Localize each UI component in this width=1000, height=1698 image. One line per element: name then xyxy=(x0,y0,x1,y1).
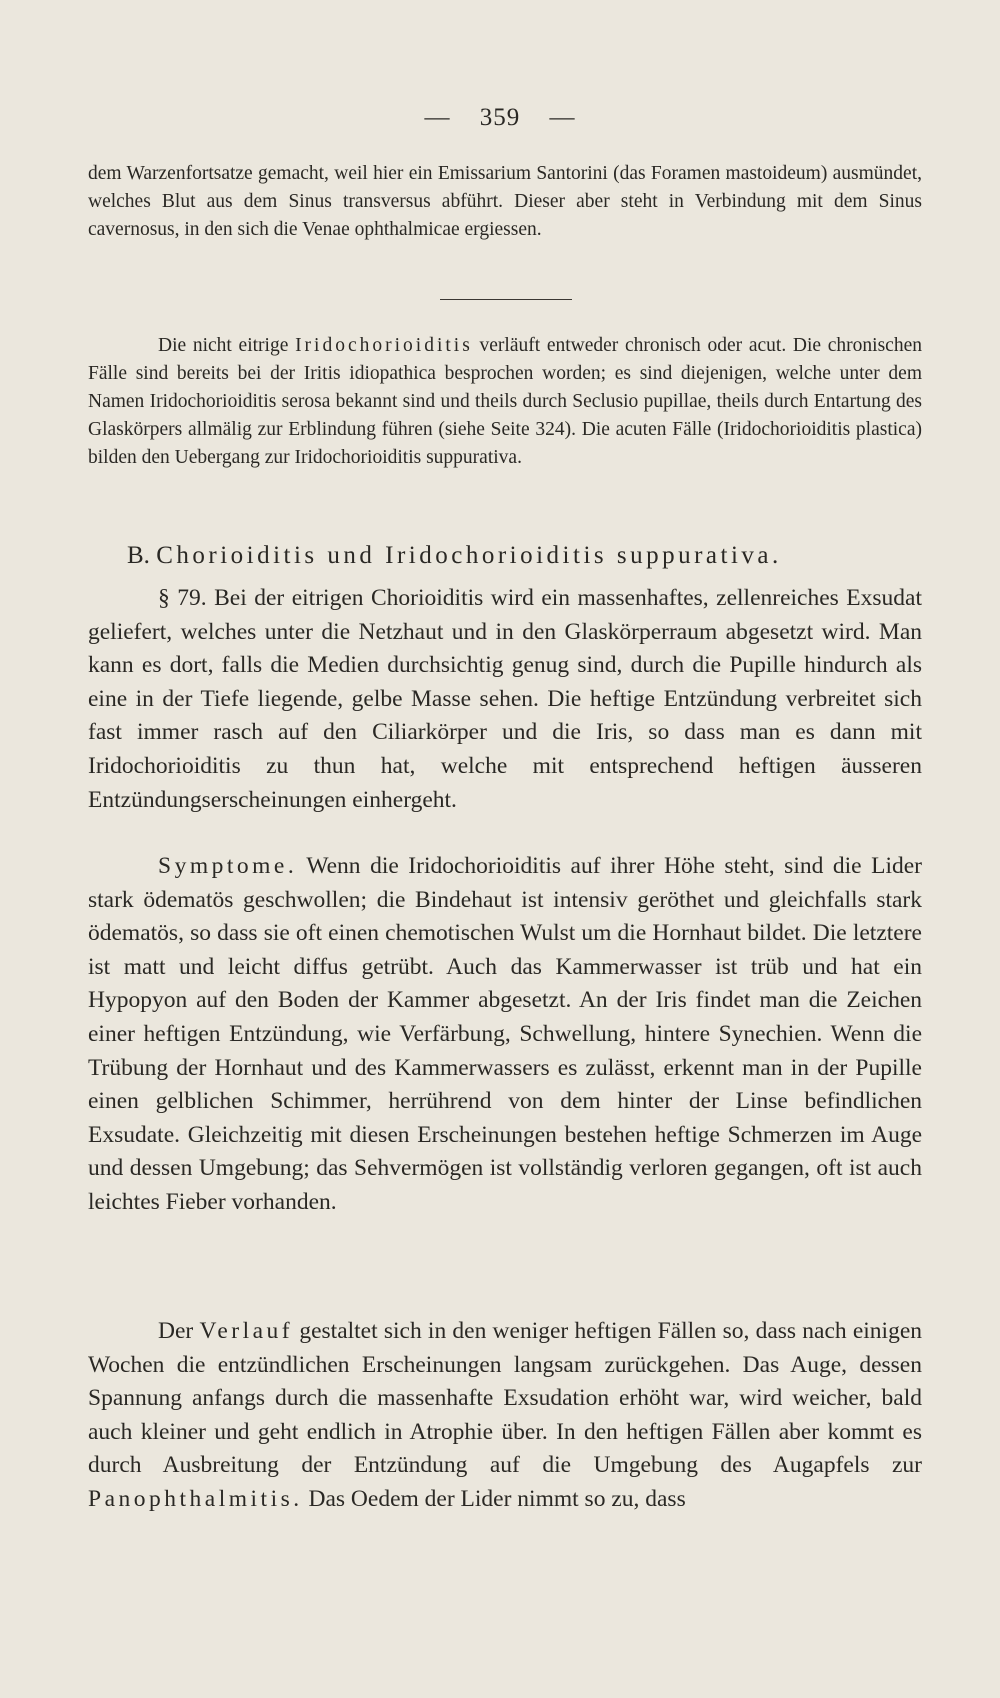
paragraph-text: Der xyxy=(158,1318,200,1344)
header-dash-right: — xyxy=(549,104,576,131)
section-title: Chorioiditis und Iridochorioiditis suppurativa. xyxy=(156,542,782,569)
paragraph-text: gestaltet sich in den weniger heftigen Fällen so, dass nach einigen Wochen die entzündlichen Erscheinungen langsam zurückgehen. Das Auge, dessen Spannung anfangs durch die massenhafte Exsudation erhöht war, wird weicher, bald auch kleiner und geht endlich in Atrophie über. In den heftigen Fällen aber kommt es durch Ausbreitung der Entzündung auf die Umgebung des Augapfels zur xyxy=(88,1318,923,1479)
section-letter: B. xyxy=(127,542,150,569)
emphasized-term: Iridochorioiditis xyxy=(295,335,473,356)
emphasized-term: Symptome. xyxy=(158,853,298,879)
paragraph-section-79 xyxy=(88,582,922,817)
paragraph-text: Die nicht eitrige xyxy=(158,335,296,356)
emphasized-term: Verlauf xyxy=(199,1318,294,1344)
paragraph-verlauf xyxy=(88,1315,922,1517)
paragraph-text: verläuft entweder chronisch oder acut. Die chronischen Fälle sind bereits bei der Iritis idiopathica besprochen worden; es sind diejenigen, welche unter dem Namen Iridochorioiditis serosa bekannt sind und theils durch Seclusio pupillae, theils durch Entartung des Glaskörpers allmälig zur Erblindung führen (siehe Seite 324). Die acuten Fälle (Iridochorioiditis plastica) bilden den Uebergang zur Iridochorioiditis suppurativa. xyxy=(88,335,922,468)
paragraph-symptome xyxy=(88,850,922,1220)
paragraph-continued-text: dem Warzenfortsatze gemacht, weil hier ein Emissarium Santorini (das Foramen mastoideum) ausmündet, welches Blut aus dem Sinus transversus abführt. Dieser aber steht in Verbindung mit dem Sinus cavernosus, in den sich die Venae ophthalmicae ergiessen. xyxy=(88,163,922,240)
page-number: 359 xyxy=(479,104,521,131)
section-marker: § 79. xyxy=(158,585,207,611)
paragraph-continued xyxy=(88,160,922,244)
header-dash-left: — xyxy=(424,104,451,131)
paragraph-text: Das Oedem der Lider nimmt so zu, dass xyxy=(302,1485,686,1512)
page-header xyxy=(0,104,1000,132)
paragraph-text: Bei der eitrigen Chorioiditis wird ein massenhaftes, zellenreiches Exsudat geliefert, welches unter die Netzhaut und in den Glaskörperraum abgesetzt wird. Man kann es dort, falls die Medien durchsichtig genug sind, durch die Pupille hindurch als eine in der Tiefe liegende, gelbe Masse sehen. Die heftige Entzündung verbreitet sich fast immer rasch auf den Ciliarkörper und die Iris, so dass man es dann mit Iridochorioiditis zu thun hat, welche mit entsprechend heftigen äusseren Entzündungserscheinungen einhergeht. xyxy=(88,585,923,813)
section-heading xyxy=(127,541,947,571)
paragraph-text: Wenn die Iridochorioiditis auf ihrer Höhe steht, sind die Lider stark ödematös geschwollen; die Bindehaut ist intensiv geröthet und gleichfalls stark ödematös, so dass sie oft einen chemotischen Wulst um die Hornhaut bildet. Die letztere ist matt und leicht diffus getrübt. Auch das Kammerwasser ist trüb und hat ein Hypopyon auf den Boden der Kammer abgesetzt. An der Iris findet man die Zeichen einer heftigen Entzündung, wie Verfärbung, Schwellung, hintere Synechien. Wenn die Trübung der Hornhaut und des Kammerwassers es zulässt, erkennt man in der Pupille einen gelblichen Schimmer, herrührend von dem hinter der Linse befindlichen Exsudate. Gleichzeitig mit diesen Erscheinungen bestehen heftige Schmerzen im Auge und dessen Umgebung; das Sehvermögen ist vollständig verloren gegangen, oft ist auch leichtes Fieber vorhanden. xyxy=(88,853,922,1215)
paragraph-iridochorioiditis xyxy=(88,332,922,472)
section-divider xyxy=(440,299,572,300)
emphasized-term: Panophthalmitis. xyxy=(88,1485,303,1512)
